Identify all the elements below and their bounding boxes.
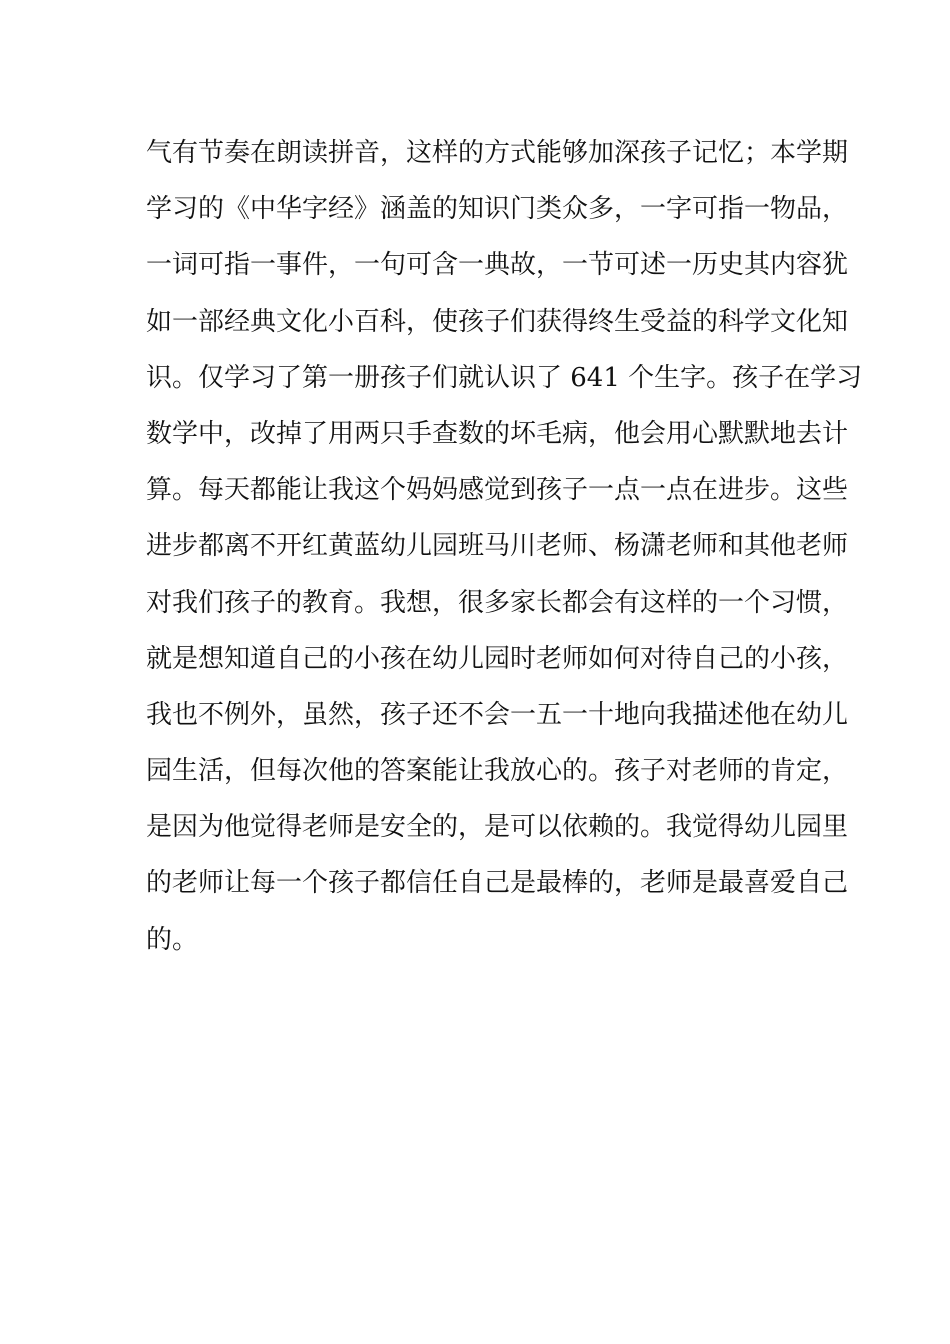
text-line: 算。每天都能让我这个妈妈感觉到孩子一点一点在进步。这些 xyxy=(146,475,849,506)
body-paragraph xyxy=(146,131,863,974)
text-line: 进步都离不开红黄蓝幼儿园班马川老师、杨潇老师和其他老师 xyxy=(146,531,849,562)
text-line: 的。 xyxy=(146,924,199,955)
text-line: 识。仅学习了第一册孩子们就认识了 641 个生字。孩子在学习 xyxy=(146,362,863,393)
text-line: 如一部经典文化小百科，使孩子们获得终生受益的科学文化知 xyxy=(146,306,849,337)
text-line: 学习的《中华字经》涵盖的知识门类众多，一字可指一物品， xyxy=(146,194,849,225)
text-line: 数学中，改掉了用两只手查数的坏毛病，他会用心默默地去计 xyxy=(146,418,849,449)
text-line: 气有节奏在朗读拼音，这样的方式能够加深孩子记忆；本学期 xyxy=(146,138,849,168)
text-line: 是因为他觉得老师是安全的，是可以依赖的。我觉得幼儿园里 xyxy=(146,812,849,843)
text-line: 我也不例外，虽然，孩子还不会一五一十地向我描述他在幼儿 xyxy=(146,699,849,730)
text-line: 的老师让每一个孩子都信任自己是最棒的，老师是最喜爱自己 xyxy=(146,868,849,899)
text-line: 一词可指一事件，一句可含一典故，一节可述一历史其内容犹 xyxy=(146,250,849,281)
text-line: 对我们孩子的教育。我想，很多家长都会有这样的一个习惯， xyxy=(146,587,849,618)
text-line: 就是想知道自己的小孩在幼儿园时老师如何对待自己的小孩， xyxy=(146,643,849,674)
text-line: 园生活，但每次他的答案能让我放心的。孩子对老师的肯定， xyxy=(146,756,849,787)
